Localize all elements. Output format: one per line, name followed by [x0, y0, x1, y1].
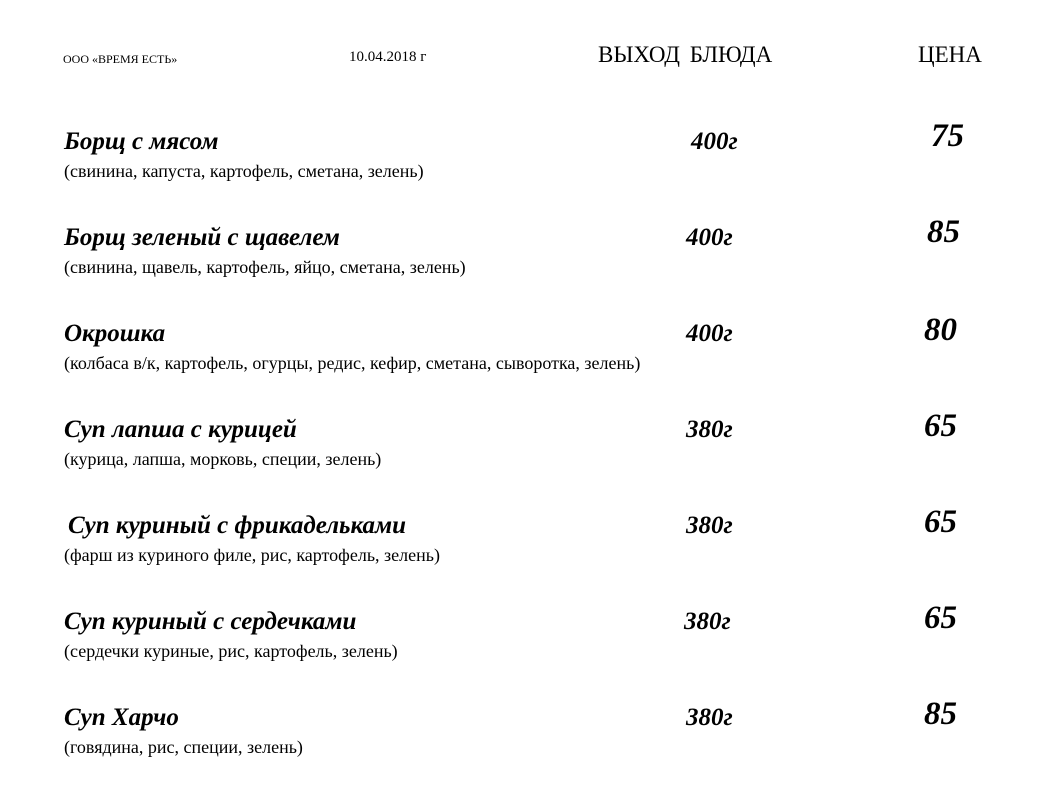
dish-weight: 380г: [686, 704, 733, 731]
dish-price: 85: [924, 696, 957, 732]
menu-item: [0, 696, 1061, 794]
dish-ingredients: (фарш из куриного филе, рис, картофель, зелень): [64, 545, 440, 565]
dish-price: 65: [924, 504, 957, 540]
menu-item: [0, 214, 1061, 314]
menu-item: [0, 600, 1061, 698]
dish-name: Борщ с мясом: [64, 128, 219, 155]
dish-name: Суп лапша с курицей: [64, 416, 297, 443]
company-name: ООО «ВРЕМЯ ЕСТЬ»: [63, 52, 178, 66]
dish-price: 85: [927, 214, 960, 250]
dish-weight: 400г: [686, 224, 733, 251]
dish-price: 65: [924, 408, 957, 444]
dish-price: 80: [924, 312, 957, 348]
dish-ingredients: (курица, лапша, морковь, специи, зелень): [64, 449, 382, 469]
dish-ingredients: (колбаса в/к, картофель, огурцы, редис, кефир, сметана, сыворотка, зелень): [64, 353, 641, 373]
dish-weight: 380г: [686, 512, 733, 539]
dish-name: Суп Харчо: [64, 704, 179, 731]
price-column-header: ЦЕНА: [918, 42, 982, 67]
menu-date: 10.04.2018 г: [349, 49, 427, 65]
dish-price: 65: [924, 600, 957, 636]
menu-item: [0, 504, 1061, 602]
dish-ingredients: (сердечки куриные, рис, картофель, зелень): [64, 641, 398, 661]
dish-weight: 380г: [684, 608, 731, 635]
menu-item: [0, 312, 1061, 410]
dish-weight: 400г: [686, 320, 733, 347]
weight-column-header: ВЫХОД БЛЮДА: [598, 42, 773, 67]
dish-name: Окрошка: [64, 320, 166, 347]
dish-ingredients: (свинина, щавель, картофель, яйцо, сметана, зелень): [64, 257, 466, 277]
dish-name: Суп куриный с фрикадельками: [68, 512, 407, 539]
menu-item: [0, 118, 1061, 218]
dish-weight: 400г: [691, 128, 738, 155]
dish-weight: 380г: [686, 416, 733, 443]
dish-ingredients: (говядина, рис, специи, зелень): [64, 737, 303, 757]
menu-item: [0, 408, 1061, 506]
dish-ingredients: (свинина, капуста, картофель, сметана, зелень): [64, 161, 424, 181]
dish-name: Суп куриный с сердечками: [64, 608, 357, 635]
dish-price: 75: [931, 118, 964, 154]
dish-name: Борщ зеленый с щавелем: [64, 224, 340, 251]
